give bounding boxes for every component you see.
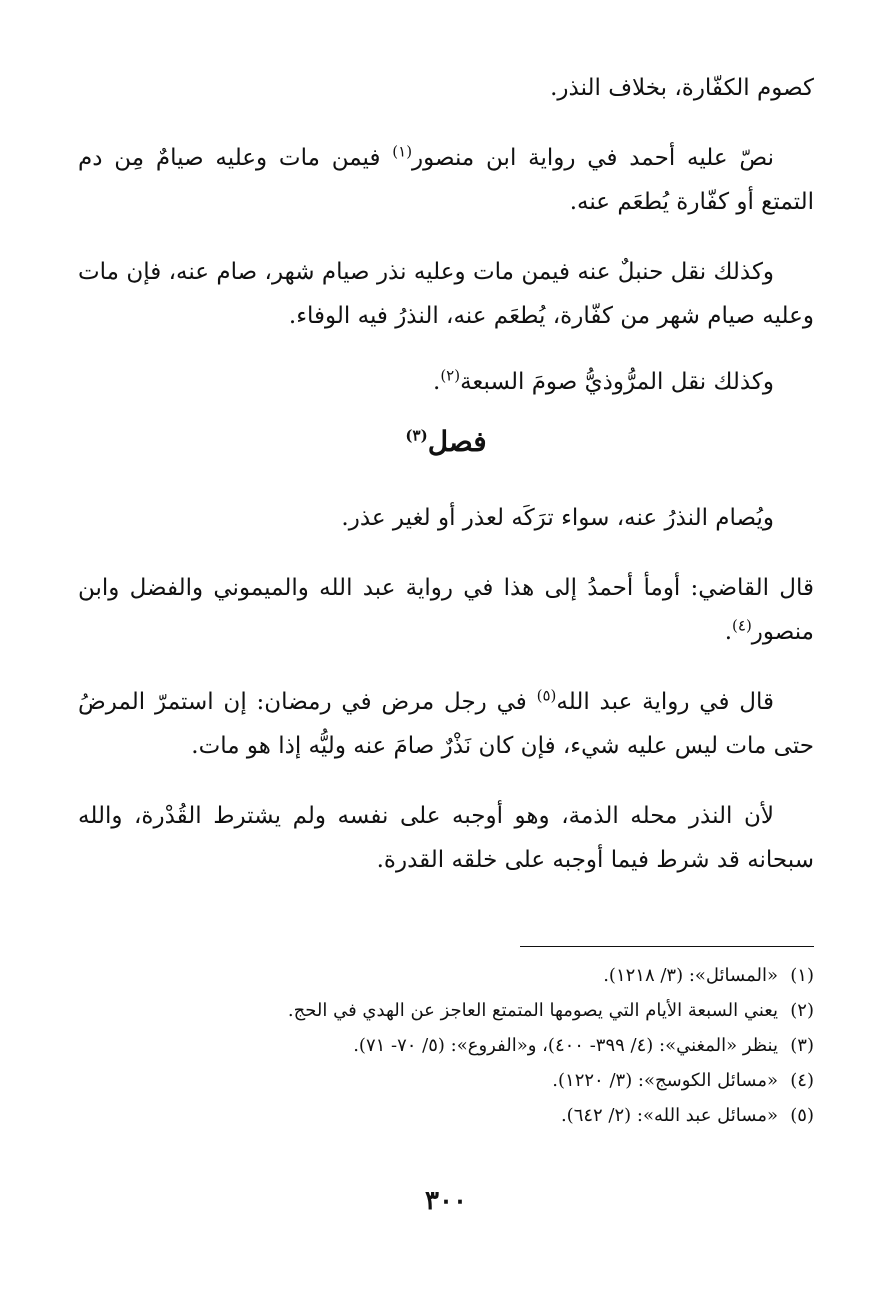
footnote-3 <box>78 1028 814 1063</box>
section-heading <box>78 420 814 464</box>
paragraph-text: لأن النذر محله الذمة، وهو أوجبه على نفسه ولم يشترط القُدْرة، والله سبحانه قد شرط فيما أوجبه على خلقه القدرة. <box>78 803 814 873</box>
footnote-number: (٤) <box>790 1070 814 1091</box>
footnote-text: ينظر «المغني»: (٤/ ٣٩٩- ٤٠٠)، و«الفروع»: (٥/ ٧٠- ٧١). <box>353 1035 778 1056</box>
paragraph-text: نصّ عليه أحمد في رواية ابن منصور <box>412 145 774 171</box>
footnote-5 <box>78 1098 814 1133</box>
paragraph-text: . <box>724 619 733 645</box>
paragraph-text: وكذلك نقل المرُّوذيُّ صومَ السبعة <box>460 369 774 395</box>
footnote-text: «المسائل»: (٣/ ١٢١٨). <box>603 965 778 986</box>
footnote-number: (١) <box>790 965 814 986</box>
footnote-2 <box>78 993 814 1028</box>
paragraph-qadi <box>78 566 814 654</box>
paragraph-text: وكذلك نقل حنبلٌ عنه فيمن مات وعليه نذر صيام شهر، صام عنه، فإن مات وعليه صيام شهر من كفّارة، يُطعَم عنه، النذرُ فيه الوفاء. <box>78 259 814 329</box>
footnote-number: (٢) <box>790 1000 814 1021</box>
paragraph-text: كصوم الكفّارة، بخلاف النذر. <box>550 75 814 101</box>
paragraph-ibn-mansur <box>78 136 814 224</box>
footnotes-section <box>78 958 814 1133</box>
footnote-number: (٣) <box>790 1035 814 1056</box>
footnote-ref-3[interactable]: (٣) <box>405 426 428 445</box>
paragraph-text: فيمن مات وعليه صيامٌ مِن دم التمتع أو كفّارة يُطعَم عنه. <box>78 145 814 215</box>
paragraph-text: ويُصام النذرُ عنه، سواء ترَكَه لعذر أو لغير عذر. <box>341 505 774 531</box>
footnote-ref-1[interactable]: (١) <box>392 142 413 161</box>
heading-text: فصل <box>427 425 487 458</box>
footnote-ref-5[interactable]: (٥) <box>536 686 557 705</box>
paragraph-text: . <box>433 369 441 395</box>
footnote-4 <box>78 1063 814 1098</box>
footnote-text: يعني السبعة الأيام التي يصومها المتمتع العاجز عن الهدي في الحج. <box>287 1000 778 1021</box>
paragraph-marrudhi <box>78 360 814 404</box>
footnote-number: (٥) <box>790 1105 814 1126</box>
footnote-ref-2[interactable]: (٢) <box>440 366 461 385</box>
footnote-divider <box>520 946 814 947</box>
footnote-text: «مسائل عبد الله»: (٢/ ٦٤٢). <box>560 1105 778 1126</box>
paragraph-text: في رجل مرض في رمضان: إن استمرّ المرضُ حتى مات ليس عليه شيء، فإن كان نَذْرٌ صامَ عنه وليُّه إذا هو مات. <box>78 689 814 759</box>
page-number: ٣٠٠ <box>425 1186 467 1216</box>
paragraph-dhimma <box>78 794 814 882</box>
paragraph-nadhr <box>78 496 814 540</box>
paragraph-continuation <box>78 66 814 110</box>
footnote-text: «مسائل الكوسج»: (٣/ ١٢٢٠). <box>552 1070 778 1091</box>
paragraph-abdullah <box>78 680 814 768</box>
paragraph-text: قال القاضي: أومأ أحمدُ إلى هذا في رواية عبد الله والميموني والفضل وابن منصور <box>78 575 814 645</box>
footnote-ref-4[interactable]: (٤) <box>732 616 752 635</box>
paragraph-text: قال في رواية عبد الله <box>556 689 774 715</box>
footnote-1 <box>78 958 814 993</box>
paragraph-hanbal <box>78 250 814 338</box>
document-page <box>78 0 814 1290</box>
